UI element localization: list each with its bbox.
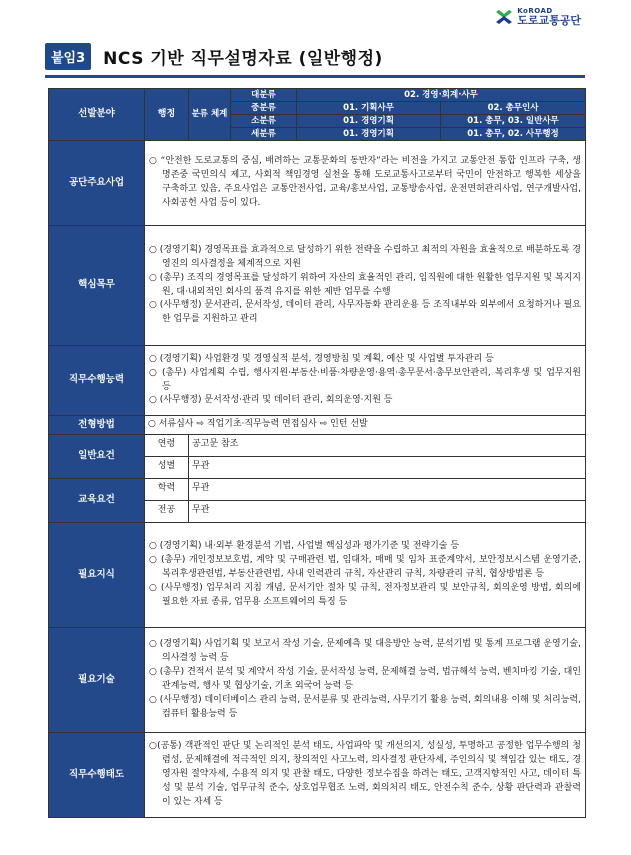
class-value: 01. 총무, 02. 사무행정 (441, 128, 586, 141)
skill-item: ○ (경영기획) 사업기획 및 보고서 작성 기술, 문제예측 및 대응방안 능력, 분석기법 및 통계 프로그램 운영기술, 의사결정 능력 등 (149, 639, 581, 664)
knowledge-item: ○ (경영기획) 내·외부 환경분석 기법, 사업별 핵심성과 평가기준 및 전략기술 등 (149, 541, 460, 552)
general-key: 성별 (145, 456, 189, 478)
core-duty-label: 핵심목무 (49, 226, 145, 346)
core-duty-item: ○ (사무행정) 문서관리, 문서작성, 데이터 관리, 사무자동화 관리운용 등 조직내부와 외부에서 요청하거나 필요한 업무를 지원하고 관리 (149, 300, 581, 325)
class-value: 01. 경영기획 (297, 115, 441, 128)
page-title: NCS 기반 직무설명자료 (일반행정) (103, 48, 383, 69)
knowledge-item: ○ (사무행정) 업무처리 지침 개념, 문서기안 절차 및 규칙, 전자정보관리 및 보안규칙, 회의운영 방법, 회의에 필요한 자료 종류, 업무용 소프트웨어의 특징 등 (149, 582, 581, 607)
knowledge-content (145, 522, 586, 627)
class-row-label: 세분류 (231, 128, 297, 141)
job-description-table (48, 88, 586, 818)
main-business-label: 공단주요사업 (49, 141, 145, 226)
attitude-label: 직무수행태도 (49, 732, 145, 817)
classification-label: 분류 체계 (189, 89, 231, 141)
competency-label: 직무수행능력 (49, 346, 145, 416)
koroad-logo-icon (495, 9, 513, 25)
field-label: 선발분야 (49, 89, 145, 141)
education-value: 무관 (189, 500, 586, 522)
general-value: 무관 (189, 456, 586, 478)
selection-content: ○ 서류심사 ⇨ 직업기초·직무능력 면접심사 ⇨ 인턴 선발 (145, 416, 586, 435)
main-business-item: ○ “안전한 도로교통의 중심, 배려하는 교통문화의 동반자”라는 비전을 가지고 교통안전 통합 인프라 구축, 생명존중 국민의식 제고, 사회적 책임경영 실천을 통해 도로교통사고로부터 국민이 안전하고 행복한 세상을 구축하고 있음, 주요사업은 교통안전사업, 교육/홍보사업, 교통방송사업, 운전면허관리사업, 연구개발사업, 사회공헌 사업 등이 있다. (149, 156, 581, 208)
logo-text-en: KoROAD (517, 7, 553, 15)
class-value: 01. 기획사무 (297, 102, 441, 115)
competency-item: ○ (경영기획) 사업환경 및 경영실적 분석, 경영방침 및 계획, 예산 및 사업별 투자관리 등 (149, 353, 494, 364)
core-duty-item: ○ (총무) 조직의 경영목표를 달성하기 위하여 자산의 효율적인 관리, 임직원에 대한 원활한 업무지원 및 복지지원, 대·내외적인 회사의 품격 유지를 위한 제반 업무를 수행 (149, 272, 581, 297)
attitude-content (145, 732, 586, 817)
skill-item: ○ (총무) 견적서 분석 및 계약서 작성 기술, 문서작성 능력, 문제해결 능력, 법규해석 능력, 벤치마킹 기술, 대인관계능력, 행사 및 협상기술, 기초 외국어 능력 등 (149, 667, 581, 691)
attachment-badge: 붙임3 (45, 43, 91, 70)
skill-label: 필요기술 (49, 627, 145, 732)
field-value: 행정 (145, 89, 189, 141)
education-key: 학력 (145, 478, 189, 500)
knowledge-item: ○ (총무) 개인정보보호법, 계약 및 구매관련 법, 임대차, 매매 및 임차 표준계약서, 보안정보시스템 운영기준, 복리후생관련법, 부동산관련법, 사내 인력관리 규칙, 자산관리 규칙, 차량관리 규칙, 협상방법론 등 (149, 555, 581, 579)
education-label: 교육요건 (49, 478, 145, 522)
skill-item: ○ (사무행정) 데이터베이스 관리 능력, 문서분류 및 관리능력, 사무기기 활용 능력, 회의내용 이해 및 처리능력, 컴퓨터 활용능력 등 (149, 694, 581, 719)
class-value: 02. 총무인사 (441, 102, 586, 115)
class-row-label: 소분류 (231, 115, 297, 128)
competency-content (145, 346, 586, 416)
core-duty-content (145, 226, 586, 346)
header-rule (45, 75, 585, 78)
class-row-label: 중분류 (231, 102, 297, 115)
core-duty-item: ○ (경영기획) 경영목표를 효과적으로 달성하기 위한 전략을 수립하고 최적의 자원을 효율적으로 배분하도록 경영진의 의사결정을 체계적으로 지원 (149, 244, 581, 269)
class-row-label: 대분류 (231, 89, 297, 102)
class-value: 01. 경영기획 (297, 128, 441, 141)
attitude-item: ○(공통) 객관적인 판단 및 논리적인 분석 태도, 사업파악 및 개선의지, 성실성, 투명하고 공정한 업무수행의 청렴성, 문제해결에 적극적인 의지, 창의적인 사고노력, 의사결정 판단자세, 주인의식 및 책임감 있는 태도, 경영자원 절약자세, 수용적 의지 및 관찰 태도, 다양한 정보수집을 하려는 태도, 고객지향적인 사고, 데이터 특성 및 분석 기술, 업무규칙 준수, 상호업무협조 노력, 회의처리 태도, 안전수칙 준수, 상황 판단력과 관찰력이 있는 자세 등 (149, 741, 581, 807)
education-value: 무관 (189, 478, 586, 500)
class-major-value: 02. 경영·회계·사무 (297, 89, 586, 102)
education-key: 전공 (145, 500, 189, 522)
competency-item: ○ (사무행정) 문서작성·관리 및 데이터 관리, 회의운영·지원 등 (149, 395, 393, 406)
koroad-logo (495, 8, 581, 26)
general-label: 일반요건 (49, 434, 145, 478)
competency-item: ○ (총무) 사업계획 수립, 행사지원·부동산·비품·차량운영·용역·총무문서·총무보안관리, 복리후생 및 업무지원 등 (149, 367, 581, 392)
document-header (45, 41, 585, 71)
knowledge-label: 필요지식 (49, 522, 145, 627)
logo-text-ko: 도로교통공단 (517, 14, 581, 27)
selection-label: 전형방법 (49, 416, 145, 435)
general-value: 공고문 참조 (189, 434, 586, 456)
class-value: 01. 총무, 03. 일반사무 (441, 115, 586, 128)
general-key: 연령 (145, 434, 189, 456)
skill-content (145, 627, 586, 732)
main-business-content (145, 141, 586, 226)
